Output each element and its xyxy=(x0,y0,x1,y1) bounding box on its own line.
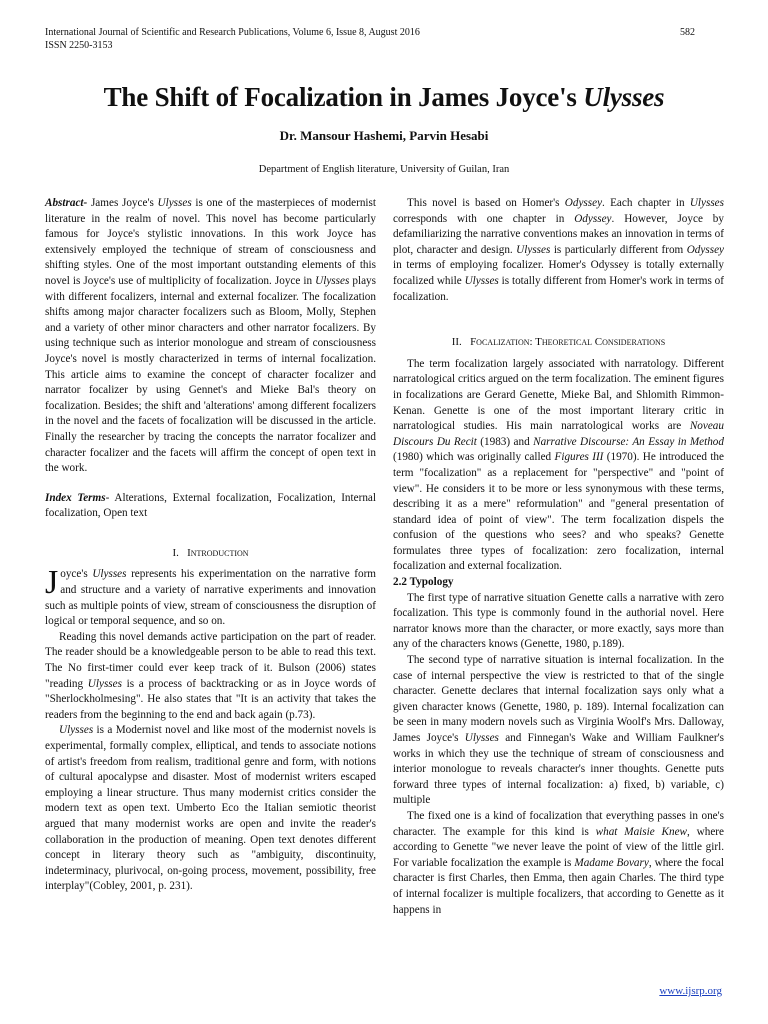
drop-cap: J xyxy=(45,564,59,602)
index-terms: Index Terms- Alterations, External focalization, Focalization, Internal focalization, Open text xyxy=(45,491,376,520)
body-paragraph: This novel is based on Homer's Odyssey. Each chapter in Ulysses corresponds with one chapter in Odyssey. However, Joyce by defamiliarizing the narrative conventions makes an innovation in terms of plot, character and design. Ulysses is particularly different from Odyssey in terms of employing focalizer. Homer's Odyssey is totally externally focalized while Ulysses is totally different from Homer's work in terms of focalization. xyxy=(393,197,724,303)
intro-paragraph: Joyce's Ulysses represents his experimentation on the narrative form and structure and a variety of narrative experiments and innovation such as multiple points of view, stream of consciousness the disruption of logical or temporal sequence, and so on. xyxy=(45,564,376,628)
right-column xyxy=(393,196,724,918)
issn: ISSN 2250-3153 xyxy=(45,40,113,51)
intro-paragraph: Reading this novel demands active participation on the part of reader. The reader should be a knowledgeable person to be able to read this text. The No first-timer could ever keep track of it. Bulson (2006) states "reading Ulysses is a process of backtracking or as in Joyce words of "Sherlockholmesing". He also states that "It is an activity that takes the readers from the beginning to the end and back again (p.73). xyxy=(45,630,376,721)
paper-title: The Shift of Focalization in James Joyce's Ulysses xyxy=(103,82,665,112)
body-paragraph: The term focalization largely associated with narratology. Different narratological critics argued on the term focalization. The eminent figures in focalizations are Gerard Genette, Mieke Bal, and Shlomith Rimmon-Kenan. Genette is one of the most important literary critic in narratological studies. His main narratological works are Noveau Discours Du Recit (1983) and Narrative Discourse: An Essay in Method (1980) which was originally called Figures III (1970). He introduced the term "focalization" as a replacement for "perspective" and "point of view". He considers it to be more or less synonymous with these terms, describing it as a mere" reformulation" and "general presentation of standard idea of point of view". The term focalization dispels the confusion of the questions who sees? and who speaks? Genette formulates three types of focalization: zero focalization, internal focalization and external focalization. xyxy=(393,357,724,573)
body-paragraph: The fixed one is a kind of focalization that everything passes in one's character. The example for this kind is what Maisie Knew, where according to Genette "we never leave the point of view of the little girl. For variable focalization the example is Madame Bovary, where the focal character is first Charles, then Emma, then again Charles. The third type of internal focalizer is multiple focalizers, that according to Genette as it happens in xyxy=(393,809,724,916)
subsection-heading-typology: 2.2 Typology xyxy=(393,576,454,589)
abstract: Abstract- James Joyce's Ulysses is one of the masterpieces of modernist literature in the realm of novel. This novel has become particularly famous for Joyce's stylistic innovations. In this work Joyce has extensively employed the technique of stream of consciousness and shifting styles. One of the most important outstanding elements of this novel is Joyce's use of multiplicity of focalization. Joyce in Ulysses plays with different focalizers, internal and external focalizer. The focalization shifts among major character focalizers such as Bloom, Molly, Stephen and a variety of other minor characters and other narrator focalizers. By using technique such as interior monologue and stream of consciousness Joyce's novel is mostly characterized in terms of internal focalization. This article aims to examine the concept of character focalizer and narrator focalizer by using Gennet's and Mieke Bal's theory on focalization. Besides; the shift and 'alterations' among different focalizers in the novel and the facets of focalization will be discussed in the article. Finally the researcher by tracing the concepts the narrator focalizer and character focalizer and the facets will affirm the concept of open text in the work. xyxy=(45,197,376,475)
section-heading-focalization: II. Focalization: Theoretical Considerations xyxy=(451,336,666,349)
journal-citation: International Journal of Scientific and Research Publications, Volume 6, Issue 8, August 2016 xyxy=(45,27,420,38)
page-number: 582 xyxy=(680,27,695,38)
section-heading-introduction: I. Introduction xyxy=(172,546,249,559)
affiliation: Department of English literature, University of Guilan, Iran xyxy=(258,164,510,175)
running-header xyxy=(45,26,725,52)
journal-website-link[interactable]: www.ijsrp.org xyxy=(659,985,722,997)
authors: Dr. Mansour Hashemi, Parvin Hesabi xyxy=(279,128,489,143)
body-paragraph: The second type of narrative situation is internal focalization. In the case of internal perspective the view is restricted to that of the single character. Genette declares that internal focalization says only what a given character knows (Genette, 1980, p. 189). Internal focalization can be seen in many modern novels such as Virginia Woolf's Mrs. Dalloway, James Joyce's Ulysses and Finnegan's Wake and William Faulkner's works in which they use the technique of stream of consciousness and interior monologue to reveals character's inner thoughts. Genette puts forward three types of internal focalization: a) fixed, b) variable, c) multiple xyxy=(393,654,724,807)
left-column xyxy=(45,196,376,895)
intro-paragraph: Ulysses is a Modernist novel and like most of the modernist novels is experimental, formally complex, elliptical, and tends to associate notions of artist's freedom from realism, traditional genre and form, with notions of cultural apocalypse and disaster. Most of modernist writers escaped employing a linear structure. Thus many modernist critics consider the modern text as open text. Umberto Eco the Italian semiotic theorist argued that many modernist works are open and invite the reader's collaboration in the production of meaning. Open text denotes different concept in literary theory such as "ambiguity, discontinuity, indeterminacy, plurivocal, on-going process, movement, possibility, free interplay"(Cobley, 2001, p. 231). xyxy=(45,724,376,893)
body-paragraph: The first type of narrative situation Genette calls a narrative with zero focalization. This type is commonly found in the authorial novel. Here narrator knows more than the character, or more exactly, says more than any of the characters knows (Genette, 1980, p.189). xyxy=(393,591,724,651)
